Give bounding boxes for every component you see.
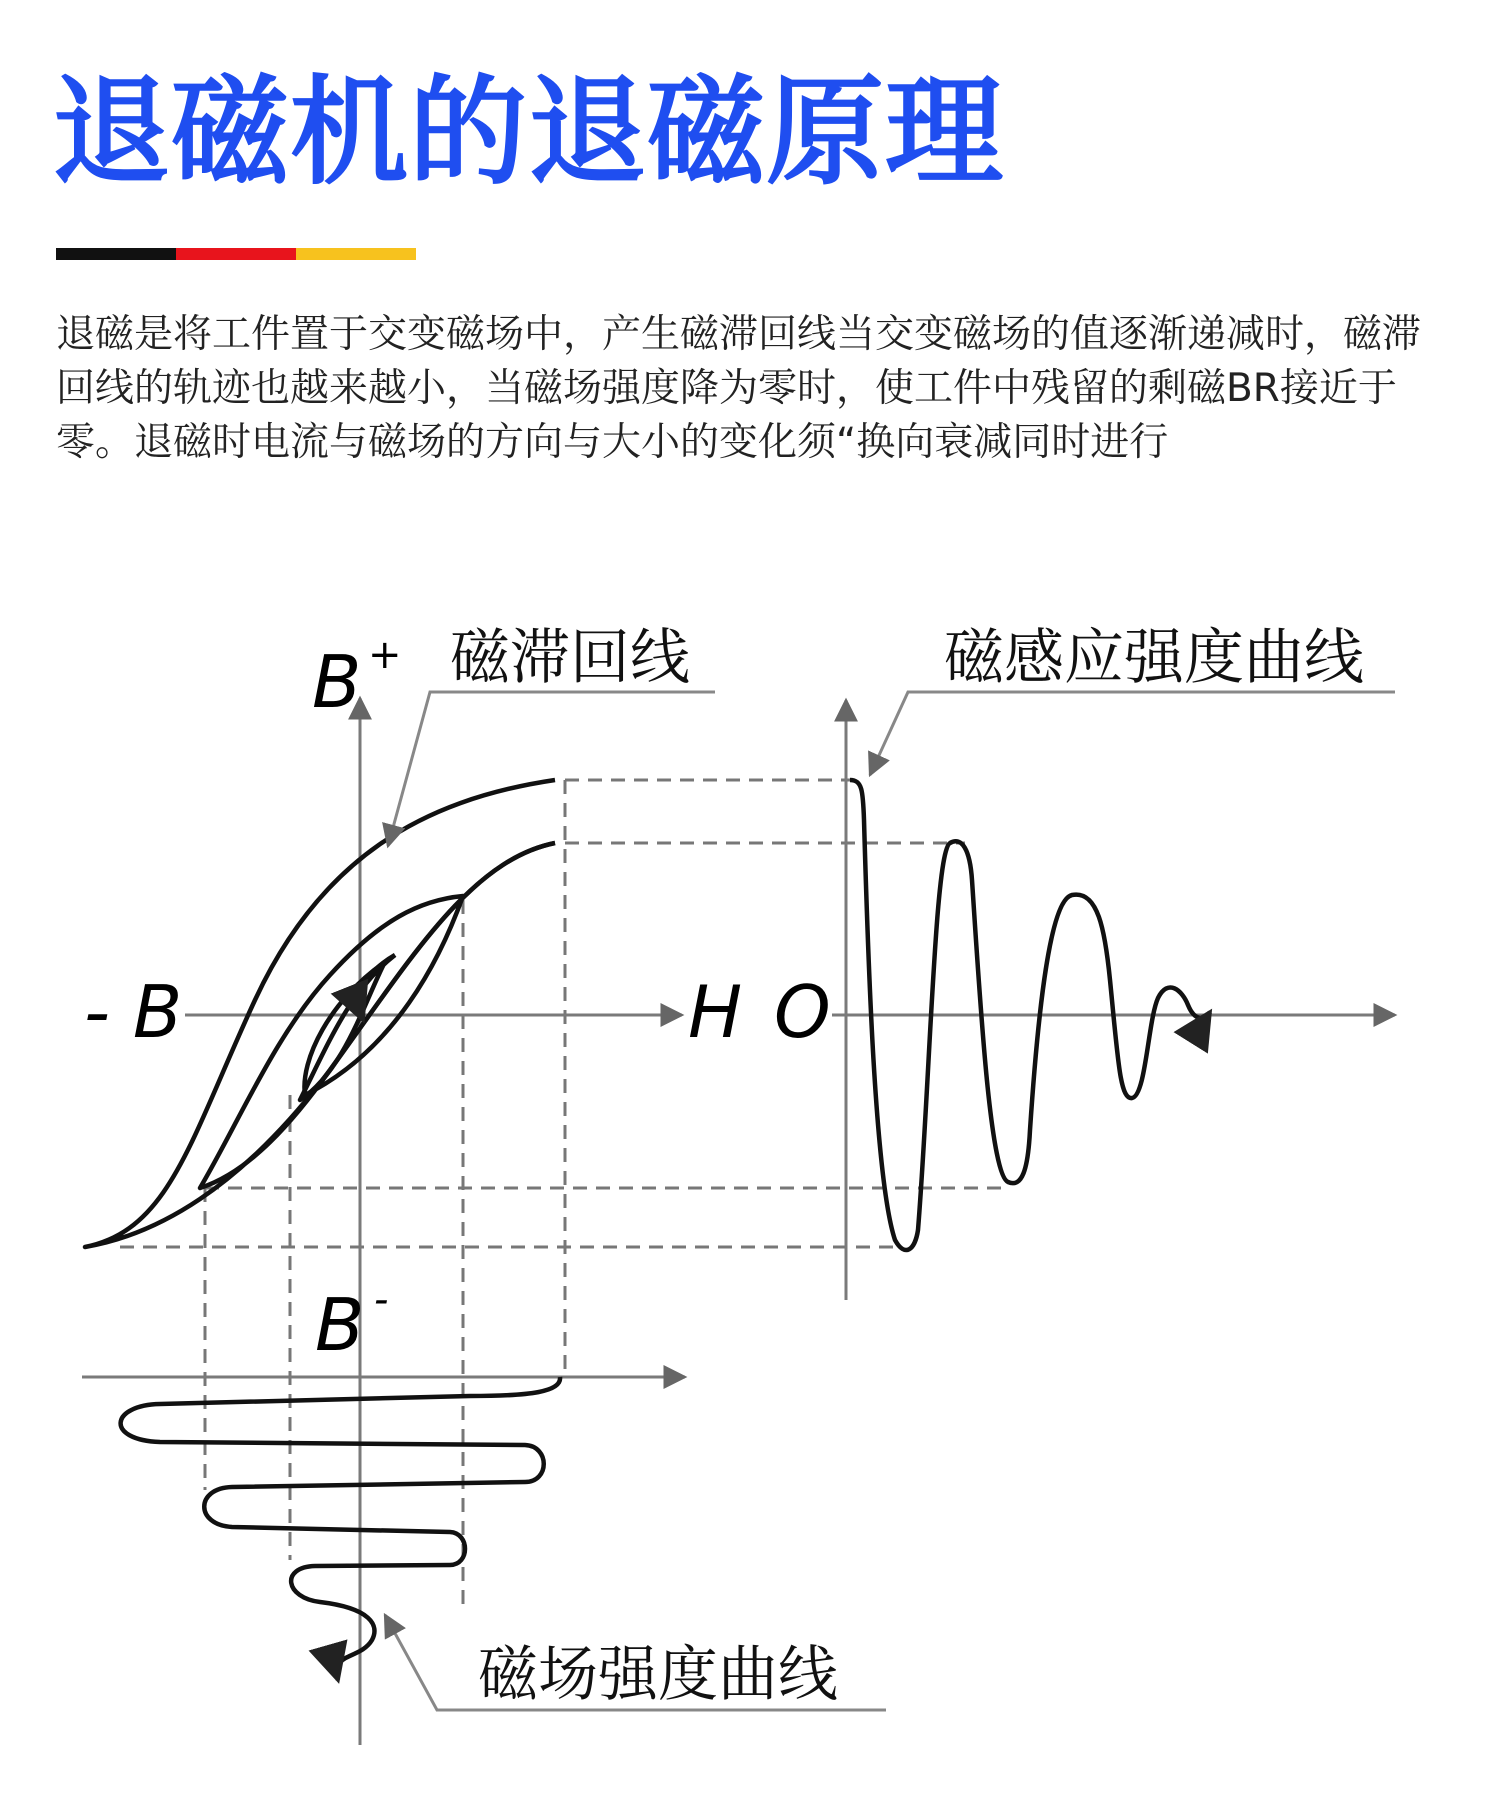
- hysteresis-callout: 磁滞回线: [450, 623, 690, 693]
- hysteresis-leader: [388, 692, 715, 846]
- b-plus-label: B: [312, 640, 362, 724]
- o-label: O: [774, 970, 831, 1054]
- h-label: H: [688, 970, 743, 1054]
- b-minus-label: B: [315, 1283, 365, 1367]
- hysteresis-axes: [185, 698, 682, 1745]
- neg-b-label: - B: [84, 970, 183, 1054]
- description-paragraph: 退磁是将工件置于交变磁场中，产生磁滞回线当交变磁场的值逐渐递减时，磁滞回线的轨迹也越来越小，当磁场强度降为零时，使工件中残留的剩磁BR接近于零。退磁时电流与磁场的方向与大小的变化须“换向衰减同时进行: [56, 312, 1422, 465]
- b-plus-superscript: +: [368, 632, 402, 678]
- dashed-guides: [120, 780, 1010, 1605]
- induction-callout: 磁感应强度曲线: [944, 623, 1364, 693]
- induction-leader: [870, 692, 1395, 775]
- b-minus-superscript: -: [374, 1277, 389, 1323]
- page-title: 退磁机的退磁原理: [52, 63, 1005, 201]
- field-callout: 磁场强度曲线: [478, 1640, 838, 1710]
- field-strength-curve: [121, 1377, 560, 1680]
- hysteresis-loop-inner: [300, 955, 395, 1100]
- callout-leaders: [385, 692, 1395, 1710]
